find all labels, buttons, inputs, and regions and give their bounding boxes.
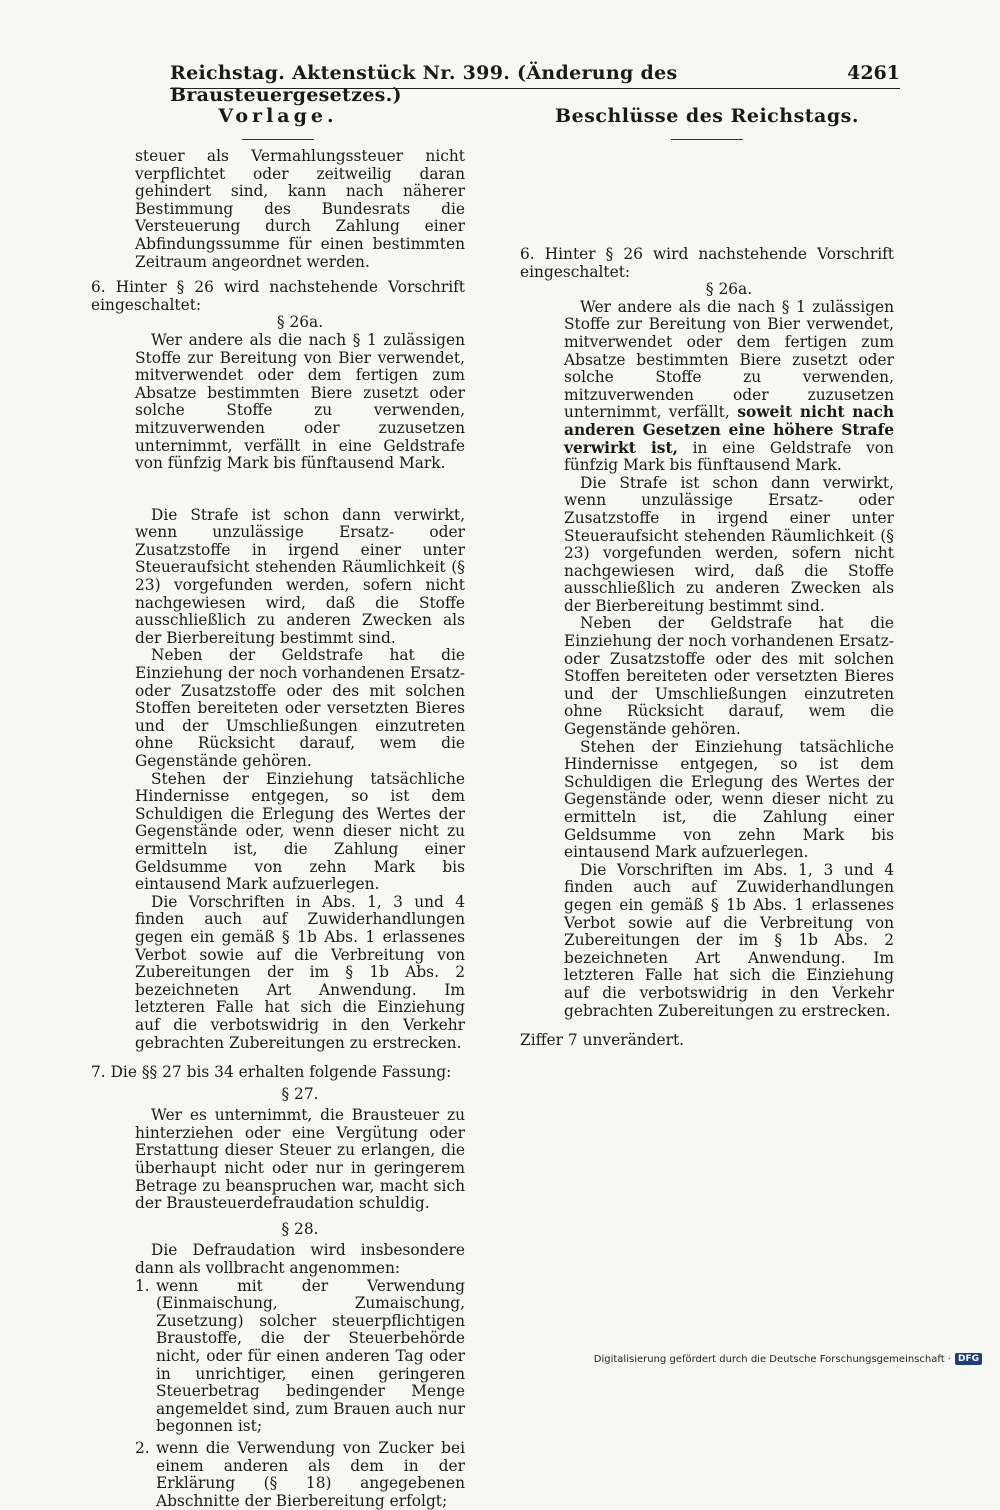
section-26a-para-4: Stehen der Einziehung tatsächliche Hindernisse entgegen, so ist dem Schuldigen die Erlegung des Wertes der Gegenstände oder, wenn dieser nicht zu ermitteln ist, die Zahlung einer Geldsumme von zehn Mark bis eintausend Mark aufzuerlegen.: [564, 737, 894, 862]
section-26a-para-3: Neben der Geldstrafe hat die Einziehung der noch vorhandenen Ersatz- oder Zusatzstoffe oder des mit solchen Stoffen bereiteten oder versetzten Bieres und der Umschließungen einzutreten ohne Rücksicht darauf, wem die Gegenstände gehören.: [564, 614, 894, 739]
left-column: [91, 105, 465, 1510]
credit-text: Digitalisierung gefördert durch die Deutsche Forschungsgemeinschaft ·: [593, 1353, 951, 1365]
section-26a-para-5: Die Vorschriften im Abs. 1, 3 und 4 finden auch auf Zuwiderhandlungen gegen ein gemäß § 1b Abs. 1 erlassenes Verbot sowie auf die Verbreitung von Zubereitungen der im § 1b Abs. 2 bezeichneten Art Anwendung. Im letzteren Falle hat sich die Einziehung auf die verbotswidrig in den Verkehr gebrachten Zubereitungen zu erstrecken.: [564, 860, 894, 1020]
section-26a-para-2: Die Strafe ist schon dann verwirkt, wenn unzulässige Ersatz- oder Zusatzstoffe in irgend einer unter Steueraufsicht stehenden Räumlichkeit (§ 23) vorgefunden werden, sofern nicht nachgewiesen wird, daß die Stoffe ausschließlich zu anderen Zwecken als der Bierbereitung bestimmt sind.: [135, 505, 465, 647]
intro-paragraph: steuer als Vermahlungssteuer nicht verpflichtet oder zeitweilig daran gehindert sind, kann nach näherer Bestimmung des Bundesrats die Versteuerung durch Zahlung einer Abfindungssumme für einen bestimmten Zeitraum angeordnet werden.: [135, 147, 465, 271]
para-1-text-a: Wer andere als die nach § 1 zulässigen Stoffe zur Bereitung von Bier verwendet, mitverwendet oder dem fertigen zum Absatze bestimmten Biere zusetzt oder solche Stoffe zu verwenden, mitzuverwenden oder zuzusetzen unternimmt, verfällt,: [564, 297, 894, 422]
inserted-amendment-text: soweit nicht nach anderen Gesetzen eine höhere Strafe verwirkt ist,: [564, 403, 895, 457]
list-text: wenn mit der Verwendung (Einmaischung, Zumaischung, Zusetzung) solcher steuerpflichtigen Braustoffe, die der Steuerbehörde nicht, oder für einen anderen Tag oder in unrichtiger, einen geringeren Steuerbetrag bedingender Menge angemeldet sind, zum Brauen auch nur begonnen ist;: [156, 1276, 465, 1436]
page-header: [170, 58, 900, 106]
section-26a-para-2: Die Strafe ist schon dann verwirkt, wenn unzulässige Ersatz- oder Zusatzstoffe in irgend einer unter Steueraufsicht stehenden Räumlichkeit (§ 23) vorgefunden werden, sofern nicht nachgewiesen wird, daß die Stoffe ausschließlich zu anderen Zwecken als der Bierbereitung bestimmt sind.: [564, 473, 894, 615]
section-26a-heading: § 26a.: [705, 280, 753, 299]
section-28-heading: § 28.: [281, 1219, 319, 1238]
section-28-para: Die Defraudation wird insbesondere dann als vollbracht angenommen:: [135, 1241, 465, 1278]
section-26a-heading: § 26a.: [276, 313, 324, 332]
digitization-credit: [594, 1353, 982, 1365]
list-item: [91, 1278, 465, 1436]
running-title: Reichstag. Aktenstück Nr. 399. (Änderung des Brausteuergesetzes.): [170, 62, 678, 106]
para-1-text-b: in eine Geldstrafe von fünfzig Mark bis fünftausend Mark.: [564, 438, 894, 475]
item-7: 7. Die §§ 27 bis 34 erhalten folgende Fassung:: [91, 1063, 452, 1082]
section-26a-para-3: Neben der Geldstrafe hat die Einziehung der noch vorhandenen Ersatz- oder Zusatzstoffe oder des mit solchen Stoffen bereiteten oder versetzten Bieres und der Umschließungen einzutreten ohne Rücksicht darauf, wem die Gegenstände gehören.: [135, 646, 465, 770]
item-6: 6. Hinter § 26 wird nachstehende Vorschrift eingeschaltet:: [520, 245, 894, 281]
section-26a-para-5: Die Vorschriften in Abs. 1, 3 und 4 finden auch auf Zuwiderhandlungen gegen ein gemäß § 1b Abs. 1 erlassenes Verbot sowie auf die Verbreitung von Zubereitungen der im § 1b Abs. 2 bezeichneten Art Anwendung. Im letzteren Falle hat sich die Einziehung auf die verbotswidrig in den Verkehr gebrachten Zubereitungen zu erstrecken.: [135, 892, 465, 1052]
item-7-unchanged: Ziffer 7 unverändert.: [520, 1031, 685, 1050]
right-column-heading: Beschlüsse des Reichstags.: [555, 105, 859, 127]
section-26a-para-1: Wer andere als die nach § 1 zulässigen Stoffe zur Bereitung von Bier verwendet, mitverwendet oder dem fertigen zum Absatze bestimmten Biere zusetzt oder solche Stoffe zu verwenden, mitzuverwenden oder zuzusetzen unternimmt, verfällt in eine Geldstrafe von fünfzig Mark bis fünftausend Mark.: [135, 330, 465, 473]
left-column-heading: Vorlage.: [218, 105, 338, 127]
section-26a-para-4: Stehen der Einziehung tatsächliche Hindernisse entgegen, so ist dem Schuldigen die Erlegung des Wertes der Gegenstände oder, wenn dieser nicht zu ermitteln ist, die Zahlung einer Geldsumme von zehn Mark bis eintausend Mark aufzuerlegen.: [135, 769, 465, 894]
right-column: [520, 105, 895, 1050]
section-26a-para-1: [520, 299, 894, 475]
item-6: 6. Hinter § 26 wird nachstehende Vorschrift eingeschaltet:: [91, 278, 465, 314]
list-number: 2.: [135, 1438, 150, 1457]
dfg-logo: DFG: [955, 1353, 982, 1365]
section-27-para: Wer es unternimmt, die Brausteuer zu hinterziehen oder eine Vergütung oder Erstattung dieser Steuer zu erlangen, die überhaupt nicht oder nur in geringerem Betrage zu beanspruchen war, macht sich der Brausteuerdefraudation schuldig.: [135, 1106, 465, 1213]
list-text: wenn die Verwendung von Zucker bei einem anderen als dem in der Erklärung (§ 18) angegebenen Abschnitte der Bierbereitung erfolgt;: [156, 1438, 465, 1510]
section-27-heading: § 27.: [281, 1084, 319, 1103]
page-number: 4261: [847, 62, 900, 84]
list-number: 1.: [135, 1276, 150, 1295]
list-item: [91, 1440, 465, 1510]
